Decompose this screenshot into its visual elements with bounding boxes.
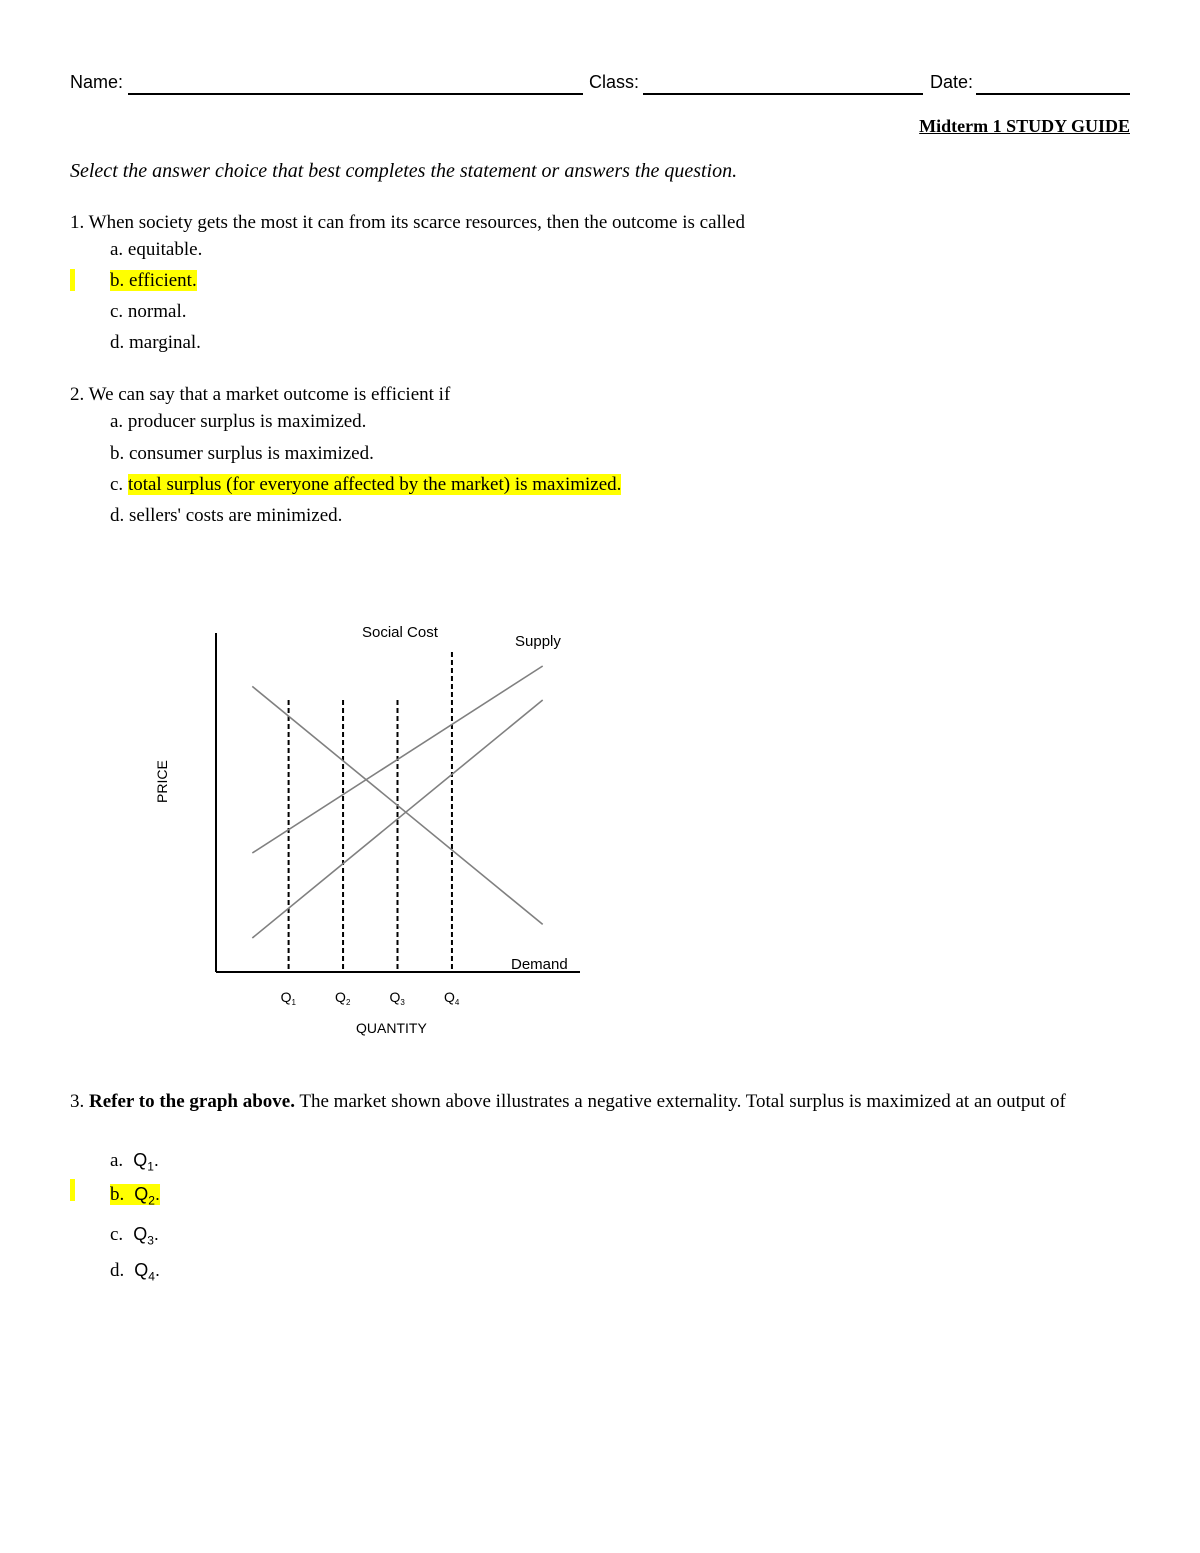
q3-option-b-end: .: [154, 1184, 160, 1204]
instructions: Select the answer choice that best completes the statement or answers the question.: [70, 160, 738, 182]
q3-option-b-text: [134, 1184, 160, 1208]
q1-option-d: d. marginal.: [110, 332, 201, 353]
q3-stem-rest: The market shown above illustrates a negative externality. Total surplus is maximized at an output of: [294, 1091, 1066, 1112]
q2-option-c-letter: c.: [110, 474, 128, 495]
question-2-stem: 2. We can say that a market outcome is efficient if: [70, 384, 451, 405]
q3-option-d-end: .: [154, 1260, 160, 1280]
q3-option-d: [110, 1260, 160, 1284]
q3-option-a-end: .: [153, 1150, 159, 1170]
supply-label: Supply: [515, 633, 561, 650]
q3-option-b-sub: 2: [148, 1193, 155, 1208]
quantity-tick-label: $Q_2$: [335, 989, 351, 1007]
q3-option-b-letter: b.: [110, 1184, 125, 1205]
q3-number: 3.: [70, 1091, 85, 1112]
q1-option-c: c. normal.: [110, 301, 187, 322]
date-label: Date:: [930, 72, 974, 92]
q3-option-d-q: Q: [134, 1260, 149, 1280]
answer-marker-q3: [70, 1179, 75, 1201]
q3-option-a: [110, 1150, 159, 1174]
q3-answer-highlight: [110, 1184, 160, 1208]
q3-bold-lead: Refer to the graph above.: [89, 1091, 295, 1112]
q3-option-d-text: [134, 1260, 160, 1284]
y-axis-label: PRICE: [154, 760, 170, 803]
q2-option-a: a. producer surplus is maximized.: [110, 411, 367, 432]
q1-option-a: a. equitable.: [110, 239, 203, 260]
q3-option-c-sub: 3: [147, 1233, 154, 1248]
q3-option-a-sub: 1: [147, 1159, 154, 1174]
question-3-stem: [70, 1089, 1132, 1114]
name-label: Name:: [70, 72, 124, 92]
question-1-stem: 1. When society gets the most it can from its scarce resources, then the outcome is called: [70, 212, 745, 233]
q2-option-d: d. sellers' costs are minimized.: [110, 505, 343, 526]
q3-option-b: [110, 1184, 160, 1208]
q2-answer-highlight: total surplus (for everyone affected by the market) is maximized.: [127, 474, 622, 495]
x-axis-label: QUANTITY: [356, 1020, 427, 1036]
q2-option-b: b. consumer surplus is maximized.: [110, 443, 374, 464]
q3-option-c-letter: c.: [110, 1224, 124, 1245]
q3-option-b-q: Q: [134, 1184, 149, 1204]
q1-answer-highlight: b. efficient.: [110, 270, 197, 291]
q3-option-d-letter: d.: [110, 1260, 125, 1281]
q3-option-c: [110, 1224, 159, 1248]
demand-label: Demand: [511, 956, 568, 973]
q3-option-d-sub: 4: [148, 1269, 155, 1284]
q3-option-a-q: Q: [133, 1150, 148, 1170]
social-cost-label: Social Cost: [362, 624, 438, 641]
class-label: Class:: [589, 72, 640, 92]
quantity-tick-label: $Q_1$: [280, 989, 296, 1007]
q3-option-a-letter: a.: [110, 1150, 124, 1171]
q3-option-c-q: Q: [133, 1224, 148, 1244]
q3-option-c-end: .: [153, 1224, 159, 1244]
q3-option-c-text: [133, 1224, 159, 1248]
guide-title: Midterm 1 STUDY GUIDE: [919, 116, 1130, 136]
quantity-tick-label: $Q_3$: [389, 989, 405, 1007]
quantity-tick-label: $Q_4$: [443, 989, 460, 1007]
q3-option-a-text: [133, 1150, 159, 1174]
